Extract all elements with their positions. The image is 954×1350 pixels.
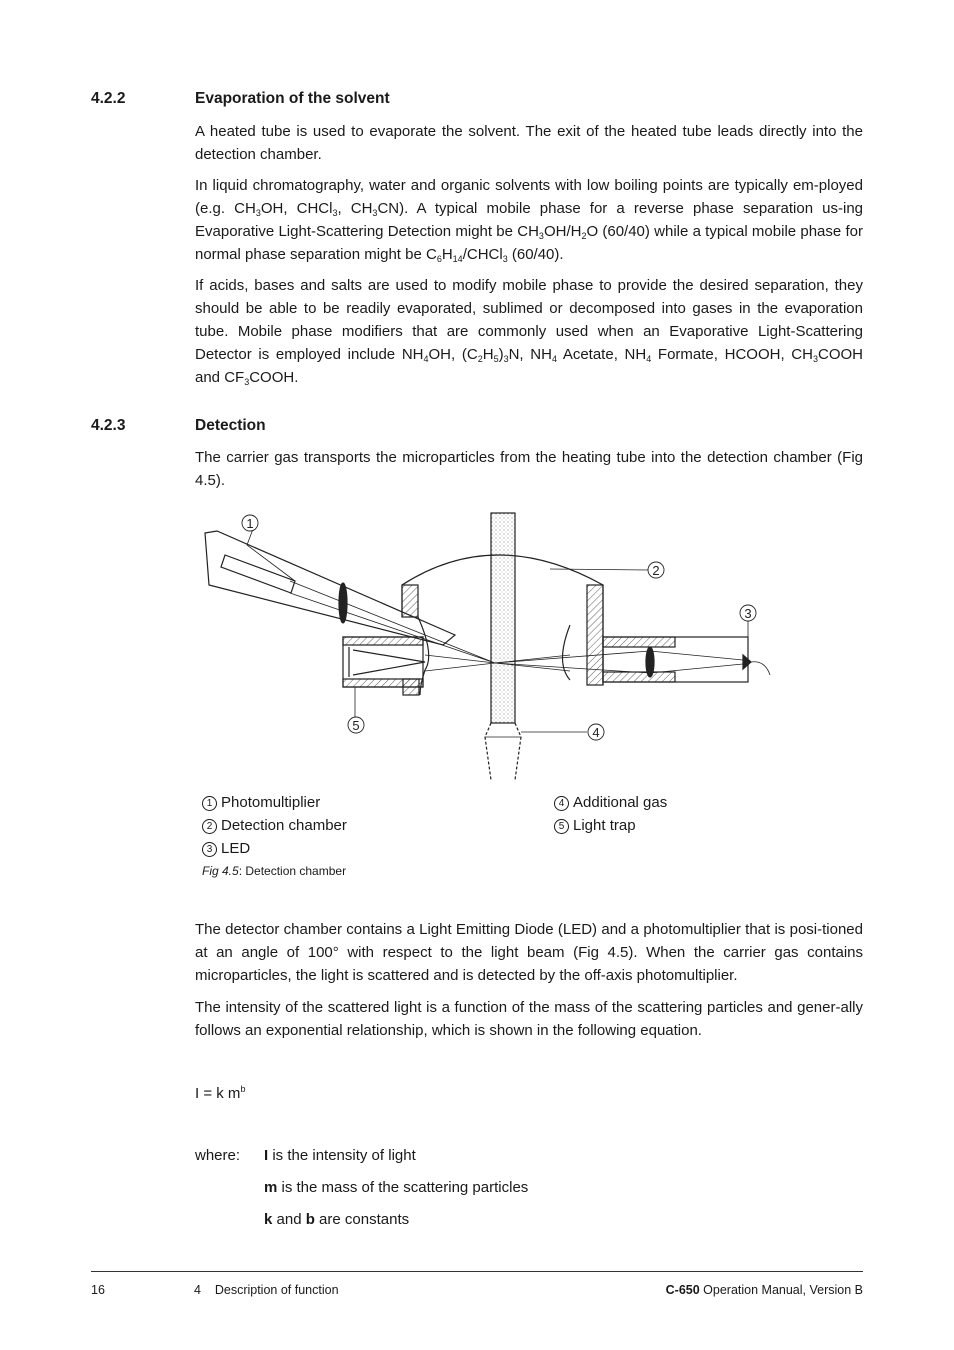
- legend-label: Detection chamber: [221, 817, 347, 834]
- legend-label: Photomultiplier: [221, 794, 321, 811]
- callout-badge: 5: [554, 819, 569, 834]
- paragraph: A heated tube is used to evaporate the solvent. The exit of the heated tube leads directly into the detection chamber.: [195, 123, 863, 163]
- legend-label: Light trap: [573, 817, 636, 834]
- callout-badge: 4: [554, 796, 569, 811]
- legend-item: [554, 814, 667, 837]
- legend-item: [202, 814, 347, 837]
- legend-label: Additional gas: [573, 794, 668, 811]
- where-label: where:: [195, 1147, 241, 1164]
- callout-badge: 1: [202, 796, 217, 811]
- detection-chamber-diagram: [195, 505, 795, 790]
- section-title: Detection: [195, 417, 266, 434]
- legend-column-right: [554, 791, 667, 837]
- definition-constants: k and b are constants: [264, 1211, 410, 1228]
- paragraph: The carrier gas transports the microparticles from the heating tube into the detection chamber (Fig 4.5).: [195, 449, 863, 489]
- paragraph: If acids, bases and salts are used to modify mobile phase to provide the desired separation, they should be able to be readily evaporated, sublimed or decomposed into gases in the evaporation tube. Mobile phase modifiers that are commonly used when an Evaporative Light-Scattering Detector is employed include $NH_4OH$, $(C_2H_5)_3N$, $NH_4$ Acetate, $NH_4$ Formate, HCOOH, $CH_3COOH$ and $CF_3COOH$.: [195, 277, 863, 387]
- legend-label: LED: [221, 840, 251, 857]
- equation: I = k $m^b$: [195, 1084, 246, 1102]
- section-title: Evaporation of the solvent: [195, 90, 390, 107]
- legend-item: [202, 837, 347, 860]
- callout-number: 2: [652, 563, 660, 578]
- footer-divider: [91, 1271, 863, 1272]
- callout-number: 5: [352, 718, 360, 733]
- callout-badge: 2: [202, 819, 217, 834]
- paragraph: The intensity of the scattered light is a function of the mass of the scattering particles and gener-ally follows an exponential relationship, which is shown in the following equation.: [195, 999, 863, 1039]
- manual-title: C-650 Operation Manual, Version B: [665, 1283, 863, 1297]
- callout-number: 3: [744, 606, 752, 621]
- callout-number: 1: [246, 516, 254, 531]
- paragraph: In liquid chromatography, water and organic solvents with low boiling points are typically em-ployed (e.g. $CH_3OH$, CHCl$_3$, $CH_3CN$). A typical mobile phase for a reverse phase separation us-ing Evaporative Light-Scattering Detection might be $CH_3OH/H_2O$ (60/40) while a typical mobile phase for normal phase separation might be $C_6H_{14}/CHCl_3$ (60/40).: [195, 177, 864, 264]
- section-number: 4.2.3: [91, 417, 126, 434]
- chapter-label: 4 Description of function: [194, 1283, 339, 1297]
- callout-badge: 3: [202, 842, 217, 857]
- section-number: 4.2.2: [91, 90, 126, 107]
- callout-number: 4: [592, 725, 600, 740]
- page-number: 16: [91, 1283, 105, 1297]
- additional-gas-tube: [491, 513, 515, 723]
- definition-mass: m is the mass of the scattering particles: [264, 1179, 529, 1196]
- paragraph: The detector chamber contains a Light Emitting Diode (LED) and a photomultiplier that is posi-tioned at an angle of 100° with respect to the light beam (Fig 4.5). When the carrier gas contains microparticles, the light is scattered and is detected by the off-axis photomultiplier.: [195, 921, 863, 984]
- legend-column-left: [202, 791, 347, 860]
- definition-intensity: I is the intensity of light: [264, 1147, 416, 1164]
- figure-caption: Fig 4.5: Detection chamber: [202, 864, 347, 878]
- legend-item: [202, 791, 347, 814]
- legend-item: [554, 791, 667, 814]
- led: [743, 655, 751, 669]
